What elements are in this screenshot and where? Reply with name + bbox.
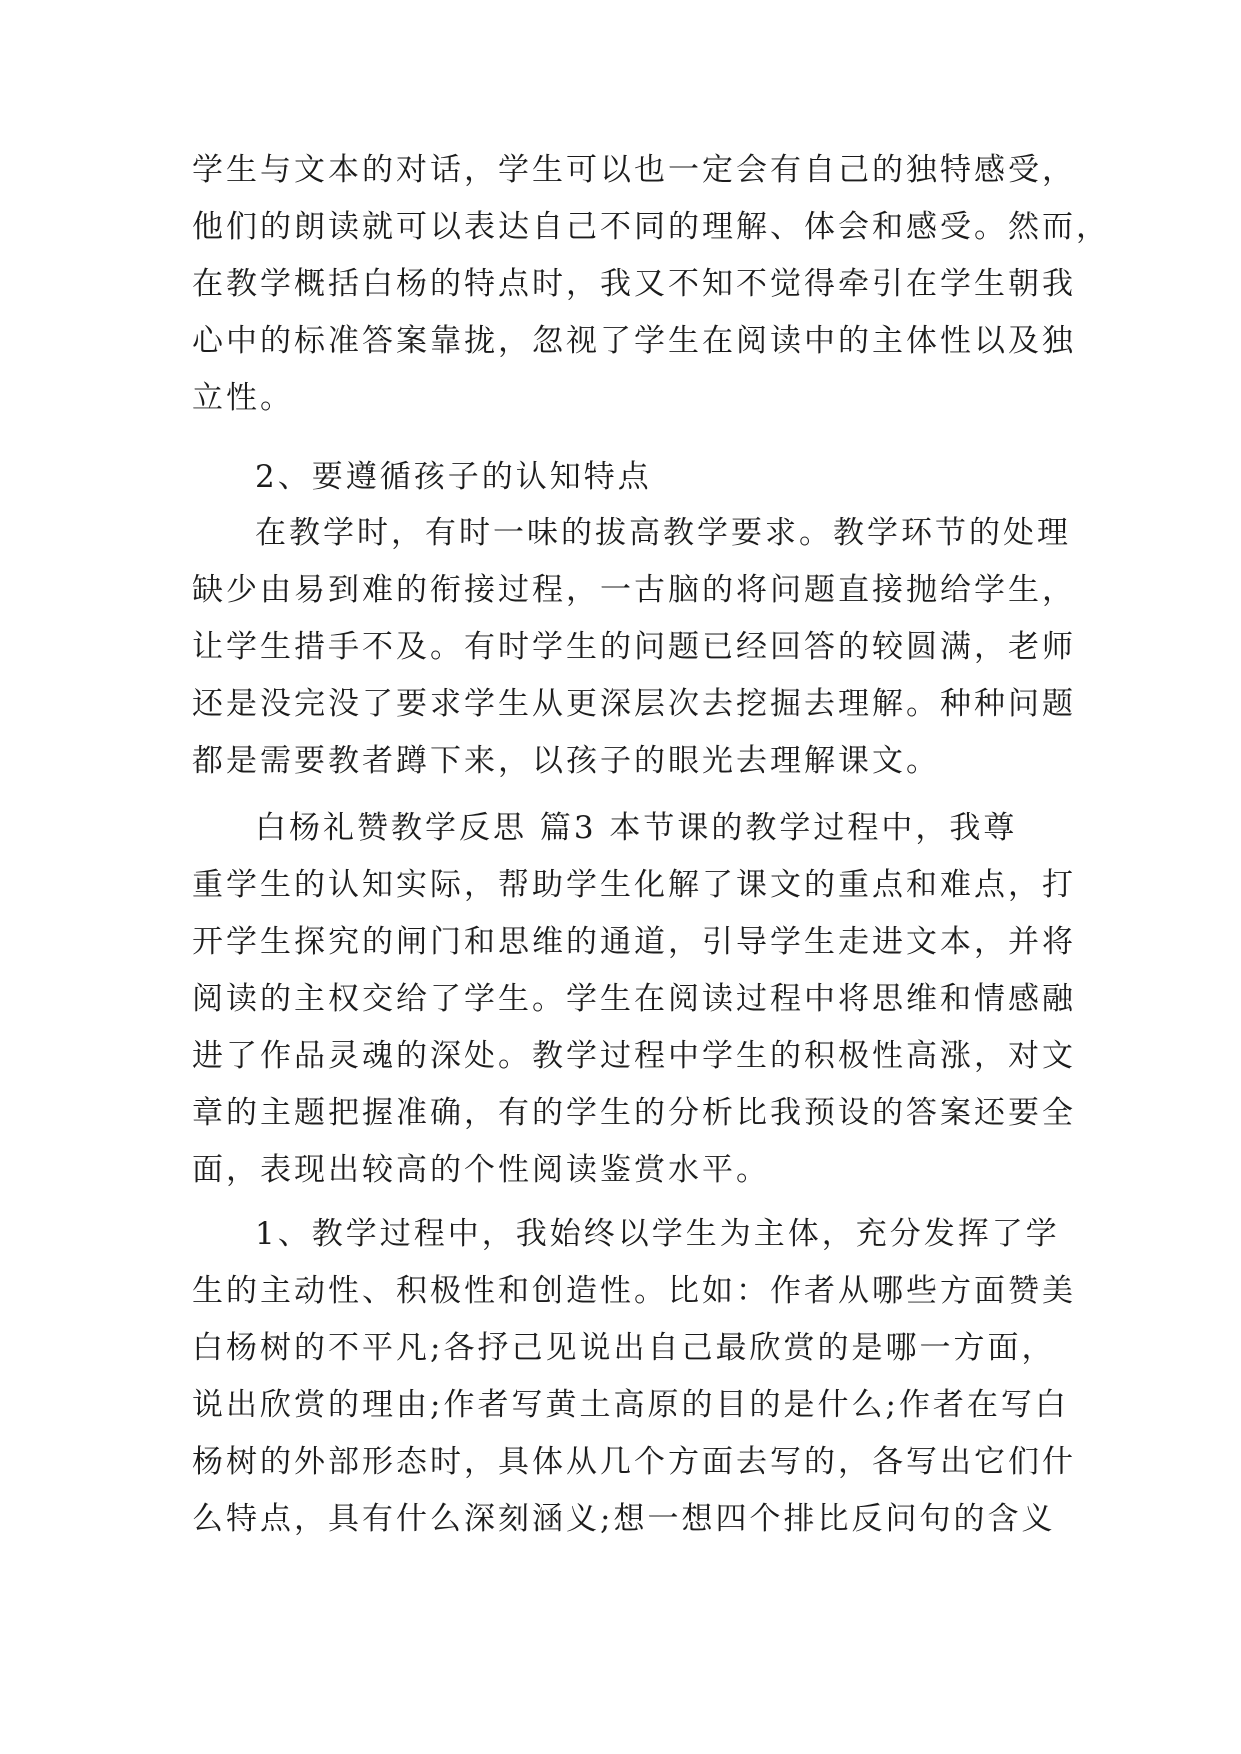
- text-line: 章的主题把握准确，有的学生的分析比我预设的答案还要全: [192, 1095, 1076, 1131]
- text-line: 让学生措手不及。有时学生的问题已经回答的较圆满，老师: [192, 629, 1076, 665]
- article-heading-line: 白杨礼赞教学反思 篇3 本节课的教学过程中，我尊: [255, 810, 1018, 846]
- text-line: 阅读的主权交给了学生。学生在阅读过程中将思维和情感融: [192, 981, 1076, 1017]
- text-line: 缺少由易到难的衔接过程，一古脑的将问题直接抛给学生，: [192, 572, 1076, 608]
- text-line: 还是没完没了要求学生从更深层次去挖掘去理解。种种问题: [192, 686, 1076, 722]
- text-line: 立性。: [192, 380, 294, 416]
- text-line: 杨树的外部形态时，具体从几个方面去写的，各写出它们什: [192, 1444, 1076, 1480]
- text-line: 他们的朗读就可以表达自己不同的理解、体会和感受。然而，: [192, 209, 1110, 245]
- text-line: 进了作品灵魂的深处。教学过程中学生的积极性高涨，对文: [192, 1038, 1076, 1074]
- text-line: 都是需要教者蹲下来，以孩子的眼光去理解课文。: [192, 743, 940, 779]
- text-line: 说出欣赏的理由;作者写黄土高原的目的是什么;作者在写白: [192, 1387, 1069, 1423]
- text-line: 白杨树的不平凡;各抒己见说出自己最欣赏的是哪一方面，: [192, 1330, 1056, 1366]
- text-line: 在教学时，有时一味的拔高教学要求。教学环节的处理: [255, 515, 1071, 551]
- text-line: 开学生探究的闸门和思维的通道，引导学生走进文本，并将: [192, 924, 1076, 960]
- text-line: 重学生的认知实际，帮助学生化解了课文的重点和难点，打: [192, 867, 1076, 903]
- text-line: 么特点，具有什么深刻涵义;想一想四个排比反问句的含义: [192, 1501, 1056, 1537]
- text-line: 生的主动性、积极性和创造性。比如：作者从哪些方面赞美: [192, 1273, 1076, 1309]
- section-heading: 2、要遵循孩子的认知特点: [255, 459, 652, 495]
- text-line: 1、教学过程中，我始终以学生为主体，充分发挥了学: [255, 1216, 1060, 1252]
- text-line: 学生与文本的对话，学生可以也一定会有自己的独特感受，: [192, 152, 1076, 188]
- text-line: 心中的标准答案靠拢，忽视了学生在阅读中的主体性以及独: [192, 323, 1076, 359]
- text-line: 在教学概括白杨的特点时，我又不知不觉得牵引在学生朝我: [192, 266, 1076, 302]
- text-line: 面，表现出较高的个性阅读鉴赏水平。: [192, 1152, 770, 1188]
